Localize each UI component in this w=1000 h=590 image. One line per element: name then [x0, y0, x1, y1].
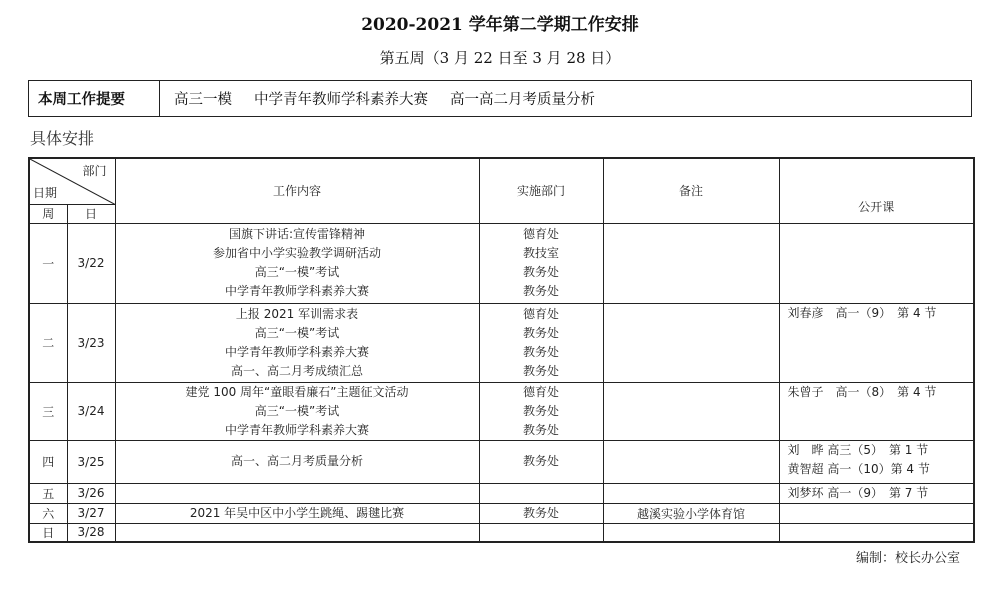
dept-cell [479, 483, 603, 503]
remark-cell [603, 303, 779, 382]
content-cell [115, 483, 479, 503]
open-class-cell [779, 382, 974, 440]
table-row [29, 303, 974, 382]
schedule-table [28, 157, 975, 543]
dept-cell-line: 教务处 [522, 422, 559, 437]
dept-cell [479, 303, 603, 382]
date-cell: 3/25 [67, 440, 115, 483]
content-cell-line: 高三“一模”考试 [254, 403, 340, 418]
week-cell: 三 [29, 382, 67, 440]
footer-credit: 编制：校长办公室 [855, 551, 960, 566]
open-class-cell [779, 523, 974, 542]
section-title: 具体安排 [30, 129, 95, 148]
dept-corner-label: 部门 [82, 164, 107, 178]
week-cell: 五 [29, 483, 67, 503]
dept-cell-line: 教务处 [522, 325, 559, 340]
header-corner [29, 158, 115, 204]
page-title: 2020-2021 学年第二学期工作安排 [361, 15, 639, 35]
content-cell [115, 503, 479, 523]
content-cell-line: 高一、高二月考成绩汇总 [230, 363, 363, 378]
weekly-summary [28, 80, 972, 117]
dept-cell-line: 教务处 [522, 265, 559, 279]
dept-cell-line: 教务处 [522, 454, 559, 468]
dept-cell-line: 德育处 [522, 227, 559, 241]
dept-cell [479, 382, 603, 440]
content-cell [115, 523, 479, 542]
dept-cell [479, 523, 603, 542]
remark-cell [603, 382, 779, 440]
header-department: 实施部门 [479, 158, 603, 223]
table-row [29, 223, 974, 303]
open-class-cell-line: 刘梦环 高一（9） 第 7 节 [787, 485, 929, 500]
content-cell-line: 中学青年教师学科素养大赛 [224, 284, 369, 298]
open-class-cell-line: 刘春彦 高一（9） 第 4 节 [787, 305, 937, 320]
content-cell-line: 2021 年吴中区中小学生跳绳、踢毽比赛 [189, 505, 405, 520]
page-subtitle: 第五周（3 月 22 日至 3 月 28 日） [379, 49, 621, 67]
date-cell: 3/26 [67, 483, 115, 503]
dept-cell-line: 教务处 [522, 403, 559, 418]
summary-label: 本周工作提要 [29, 81, 160, 116]
open-class-cell-line: 刘 晔 高三（5） 第 1 节 [787, 442, 929, 457]
week-cell: 一 [29, 223, 67, 303]
table-row [29, 382, 974, 440]
date-cell: 3/23 [67, 303, 115, 382]
dept-cell-line: 教务处 [522, 284, 559, 298]
content-cell-line: 中学青年教师学科素养大赛 [224, 344, 369, 359]
open-class-cell [779, 503, 974, 523]
dept-cell-line: 教务处 [522, 505, 559, 520]
remark-cell [603, 223, 779, 303]
header-week: 周 [29, 204, 67, 223]
content-cell-line: 参加省中小学实验教学调研活动 [212, 246, 381, 260]
content-cell-line: 中学青年教师学科素养大赛 [224, 422, 369, 437]
dept-cell [479, 223, 603, 303]
dept-cell-line: 教技室 [522, 246, 559, 260]
date-cell: 3/24 [67, 382, 115, 440]
remark-cell: 越溪实验小学体育馆 [603, 503, 779, 523]
dept-cell-line: 德育处 [522, 306, 559, 321]
content-cell-line: 建党 100 周年“童眼看廉石”主题征文活动 [185, 384, 409, 399]
dept-cell-line: 教务处 [522, 363, 559, 378]
content-cell-line: 高一、高二月考质量分析 [230, 454, 363, 468]
date-cell: 3/28 [67, 523, 115, 542]
summary-item: 高三一模 [174, 92, 232, 108]
remark-cell [603, 483, 779, 503]
dept-cell [479, 503, 603, 523]
open-class-cell [779, 223, 974, 303]
dept-cell [479, 440, 603, 483]
header-remark: 备注 [603, 158, 779, 223]
summary-item: 高一高二月考质量分析 [450, 92, 595, 108]
week-cell: 四 [29, 440, 67, 483]
header-open-class: 公开课 [779, 158, 974, 223]
content-cell-line: 国旗下讲话:宣传雷锋精神 [228, 227, 366, 241]
content-cell-line: 高三“一模”考试 [254, 265, 340, 279]
content-cell [115, 223, 479, 303]
week-cell: 二 [29, 303, 67, 382]
date-corner-label: 日期 [33, 186, 58, 200]
remark-cell [603, 440, 779, 483]
week-cell: 六 [29, 503, 67, 523]
date-cell: 3/27 [67, 503, 115, 523]
table-row [29, 440, 974, 483]
content-cell-line: 上报 2021 军训需求表 [235, 306, 359, 321]
open-class-cell [779, 440, 974, 483]
open-class-cell-line: 黄智超 高一（10）第 4 节 [787, 461, 930, 476]
content-cell [115, 382, 479, 440]
header-day: 日 [67, 204, 115, 223]
week-cell: 日 [29, 523, 67, 542]
content-cell [115, 440, 479, 483]
date-cell: 3/22 [67, 223, 115, 303]
summary-items [160, 88, 617, 109]
content-cell-line: 高三“一模”考试 [254, 325, 340, 340]
content-cell [115, 303, 479, 382]
open-class-cell-line: 朱曾子 高一（8） 第 4 节 [787, 384, 937, 399]
table-row [29, 523, 974, 542]
remark-cell [603, 523, 779, 542]
dept-cell-line: 教务处 [522, 344, 559, 359]
table-row [29, 483, 974, 503]
summary-item: 中学青年教师学科素养大赛 [254, 92, 428, 108]
dept-cell-line: 德育处 [522, 384, 559, 399]
open-class-cell [779, 483, 974, 503]
table-row [29, 503, 974, 523]
header-content: 工作内容 [115, 158, 479, 223]
open-class-cell [779, 303, 974, 382]
